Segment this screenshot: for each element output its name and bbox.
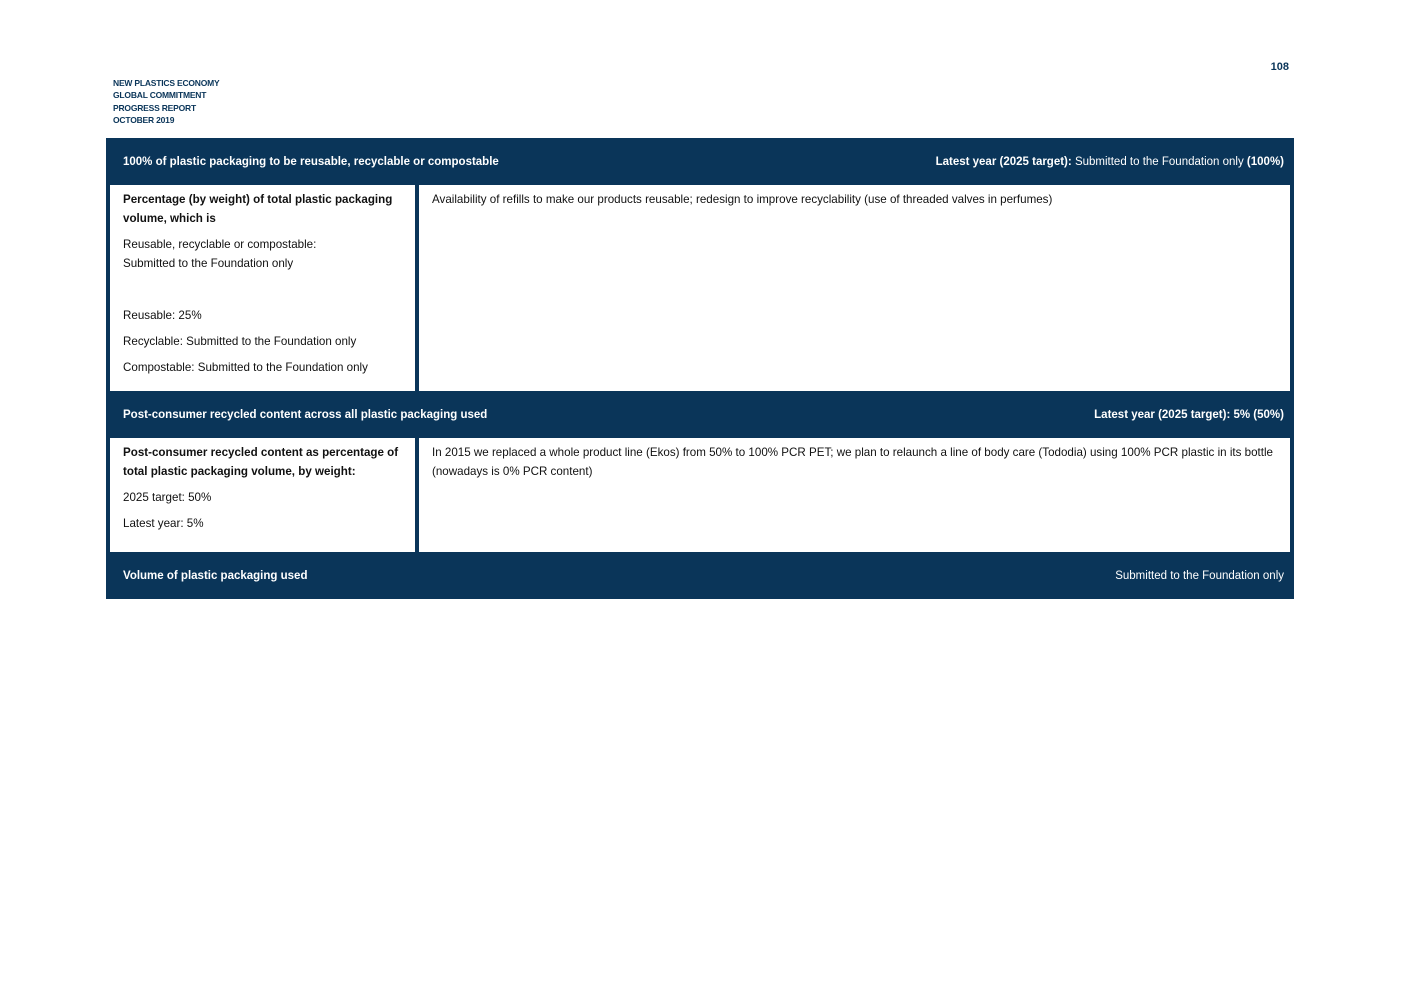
page-number: 108: [1270, 61, 1289, 73]
description-cell: [419, 185, 1290, 391]
section-status: Submitted to the Foundation only: [1115, 569, 1284, 582]
commitment-table: [106, 138, 1294, 599]
metrics-heading: Post-consumer recycled content as percentage of total plastic packaging volume, by weight:: [123, 446, 399, 478]
header-line-report: PROGRESS REPORT: [113, 102, 196, 113]
metrics-heading: Percentage (by weight) of total plastic packaging volume, which is: [123, 193, 393, 225]
reusable-metric: Reusable: 25%: [123, 309, 202, 322]
compostable-metric: Compostable: Submitted to the Foundation only: [123, 361, 368, 374]
header-line-commitment: GLOBAL COMMITMENT: [113, 90, 207, 101]
target-metric: 2025 target: 50%: [123, 491, 212, 504]
status-label: Latest year (2025 target):: [935, 155, 1072, 168]
section-band-volume: [106, 552, 1294, 599]
recyclable-metric: Recyclable: Submitted to the Foundation only: [123, 335, 357, 348]
section-title: Post-consumer recycled content across all plastic packaging used: [123, 408, 488, 421]
header-line-program: NEW PLASTICS ECONOMY: [113, 78, 220, 88]
section-title: 100% of plastic packaging to be reusable, recyclable or compostable: [123, 155, 499, 168]
section-title: Volume of plastic packaging used: [123, 569, 308, 582]
latest-metric: Latest year: 5%: [123, 517, 204, 530]
description-text: Availability of refills to make our products reusable; redesign to improve recyclability (use of threaded valves in perfumes): [432, 193, 1053, 206]
document-header: [113, 77, 220, 127]
section-status: [936, 156, 1284, 168]
status-target: (100%): [1246, 155, 1284, 168]
rrc-value: Submitted to the Foundation only: [123, 257, 294, 270]
rrc-label: Reusable, recyclable or compostable:: [123, 238, 317, 251]
description-text: In 2015 we replaced a whole product line (Ekos) from 50% to 100% PCR PET; we plan to relaunch a line of body care (Tododia) using 100% PCR plastic in its bottle (nowadays is 0% PCR content): [432, 446, 1273, 478]
metrics-cell: [110, 438, 415, 552]
section-band-recycled-content: [106, 391, 1294, 438]
section-body-reusable-recyclable: [106, 185, 1294, 391]
section-band-reusable-recyclable: [106, 138, 1294, 185]
status-value: Submitted to the Foundation only: [1074, 155, 1244, 168]
metrics-cell: [110, 185, 415, 391]
section-status: Latest year (2025 target): 5% (50%): [1094, 408, 1284, 421]
header-line-date: OCTOBER 2019: [113, 115, 175, 126]
description-cell: [419, 438, 1290, 552]
section-body-recycled-content: [106, 438, 1294, 552]
